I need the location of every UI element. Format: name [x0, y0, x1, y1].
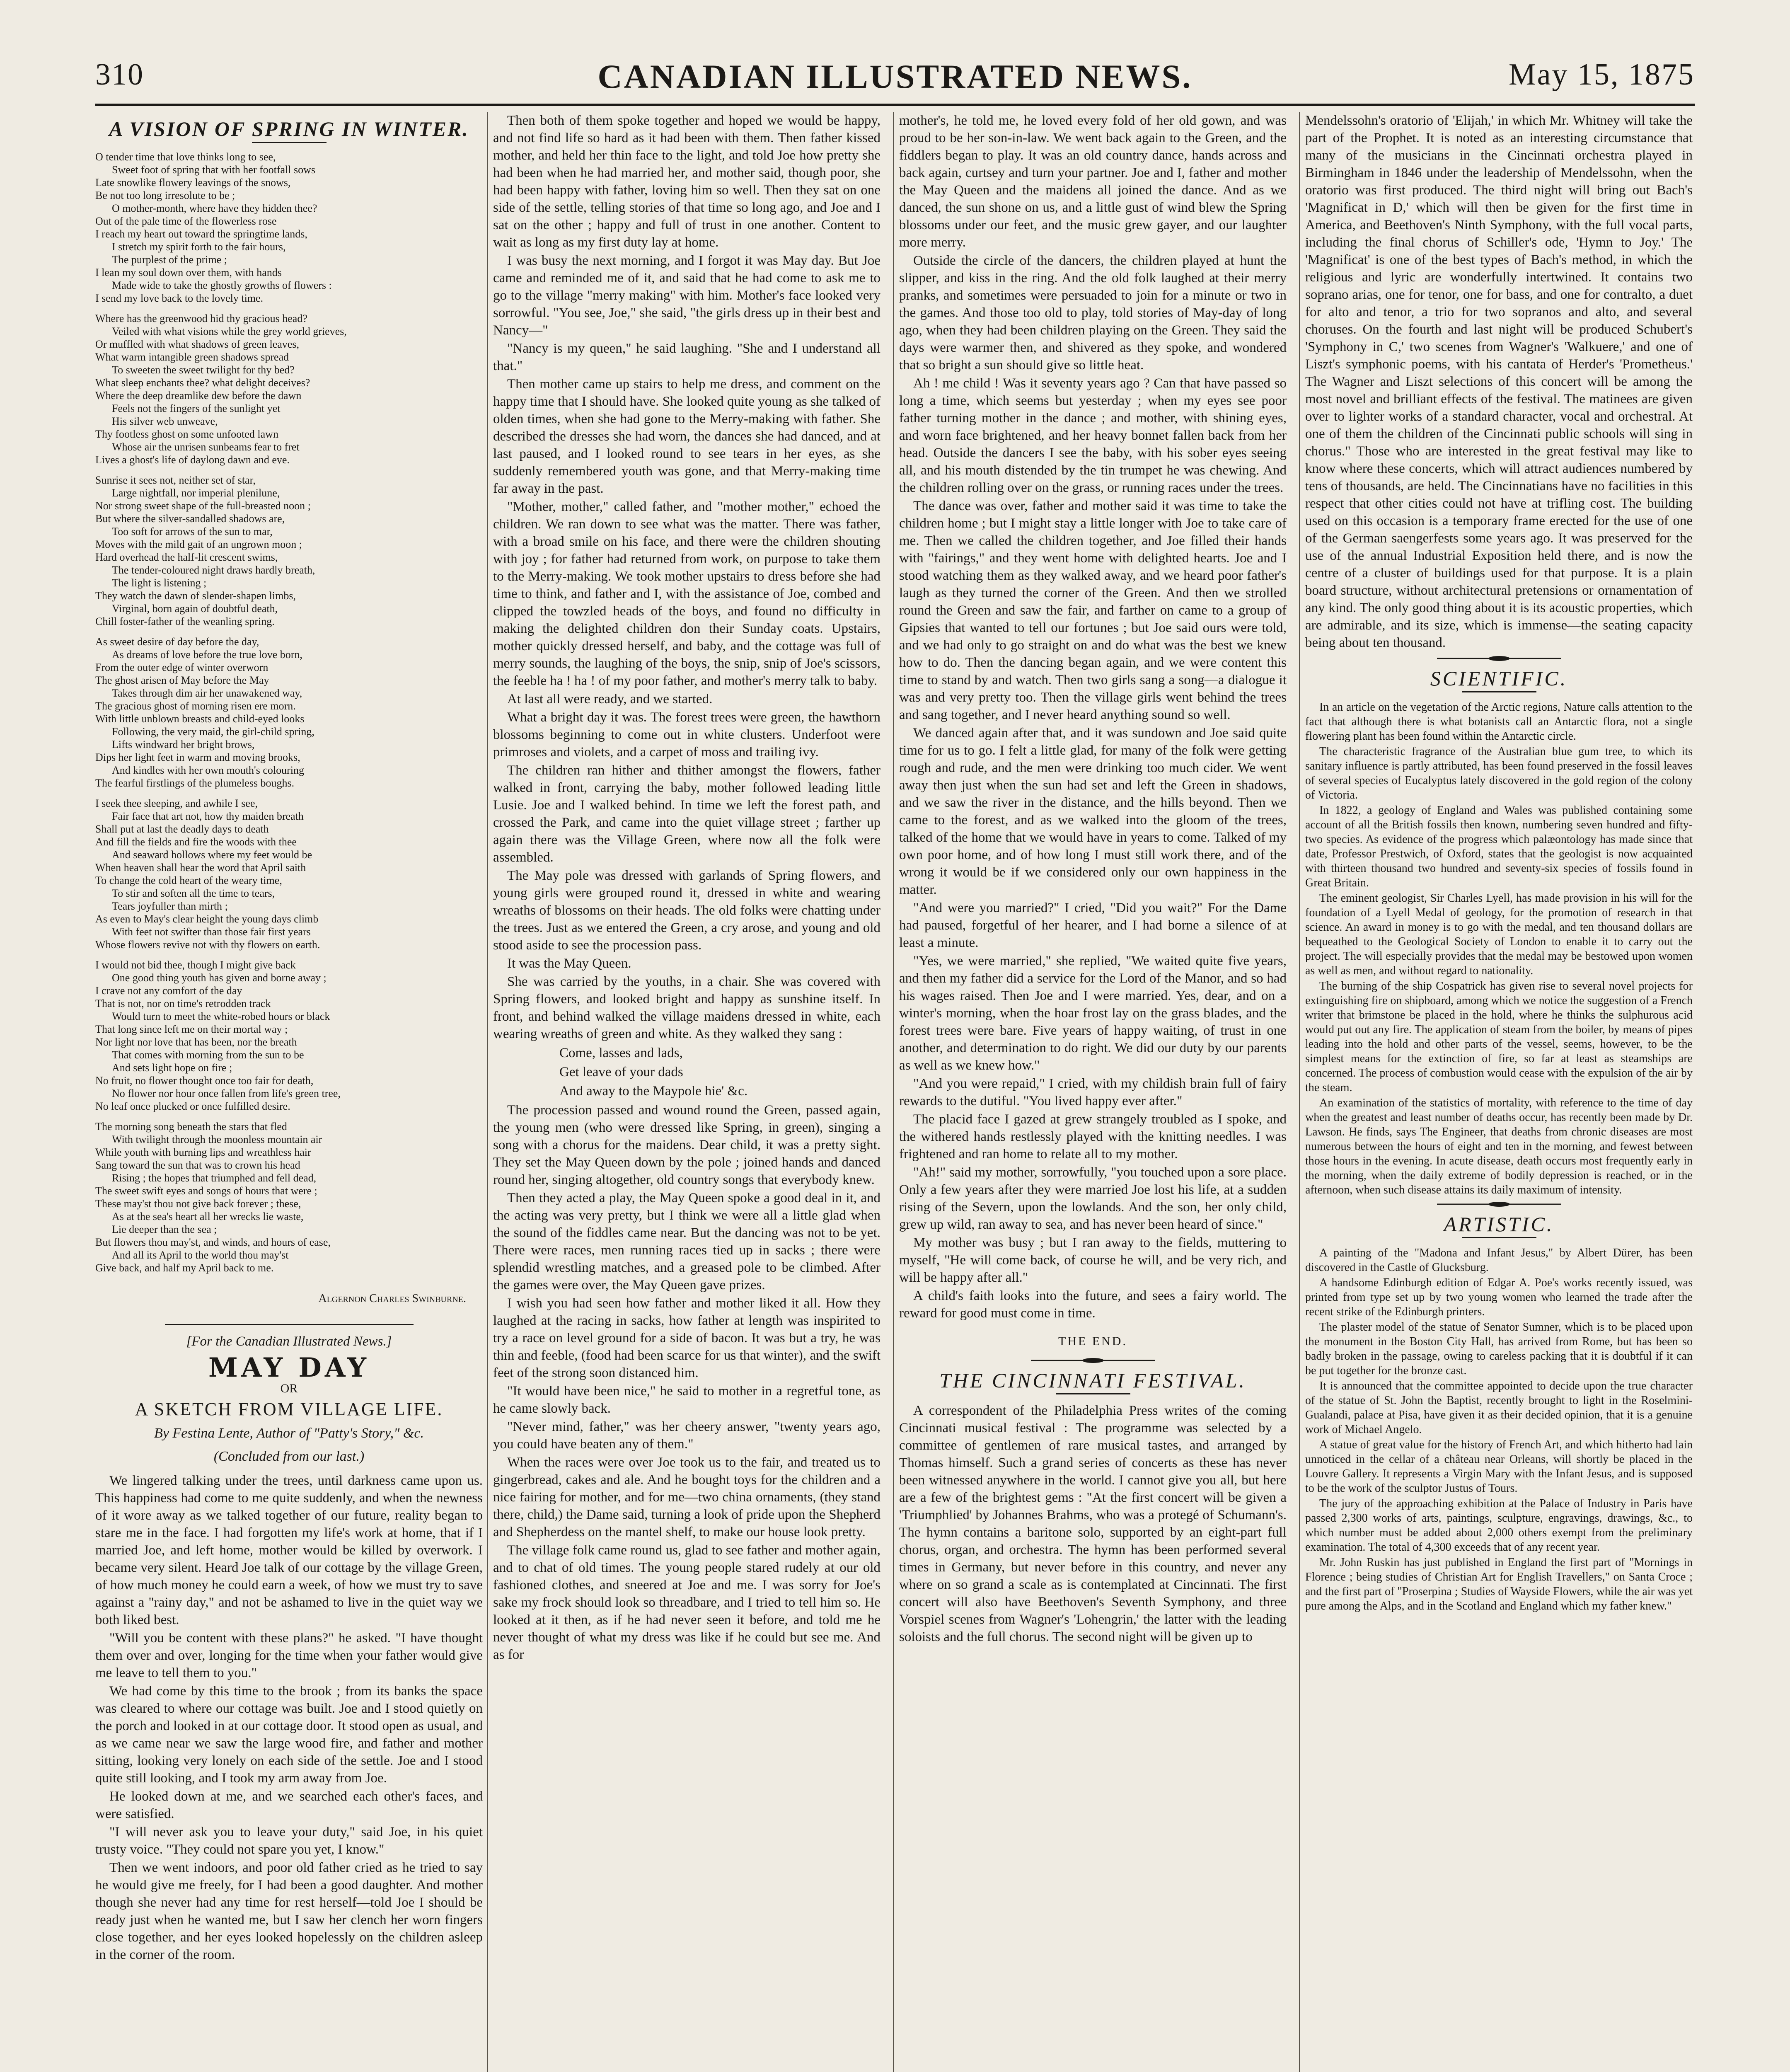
paragraph: The eminent geologist, Sir Charles Lyell, has made provision in his will for the foundation of a Lyell Medal of geology, for the promotion of research in that science. An award in money is to go with the medal, and ten thousand dollars are bequeathed to the Geological Society of London to enable it to carry out the project. The will especially provides that the medal may be bestowed upon women as well as men, and without regard to nationality. [1305, 892, 1693, 977]
paragraph: A correspondent of the Philadelphia Press writes of the coming Cincinnati musical festival : The programme was selected by a committee of gentlemen of rare musical tastes, and arranged by Thomas himself. Such a grand series of concerts as these has never been witnessed anywhere in the world. I cannot give you all, but here are a few of the brightest gems : "At the first concert will be given a 'Triumphlied' by Johannes Brahms, who was a protegé of Schumann's. The hymn contains a baritone solo, supported by an eight-part full chorus, organ, and orchestra. The hymn has been performed several times in Germany, but never before in this country, and never any where on so grand a scale as is contemplated at Cincinnati. The first concert will also have Beethoven's Seventh Symphony, and three Vorspiel scenes from Wagner's 'Lohengrin,' the latter with the leading soloists and the full chorus. The second night will be given up to [899, 1403, 1287, 1644]
artistic-section [1305, 1246, 1693, 1613]
paragraph: "I will never ask you to leave your duty," said Joe, in his quiet trusty voice. "They could not spare you yet, I know." [95, 1825, 483, 1857]
paragraph: It is announced that the committee appointed to decide upon the true character of the statue of St. John the Baptist, recently brought to light in the Roselmini-Gualandi, palace at Pisa, have given it as their decided opinion, that it is a genuine work of Michael Angelo. [1305, 1380, 1693, 1436]
paragraph: My mother was busy ; but I ran away to the fields, muttering to myself, "He will come back, of course he will, and be very rich, and will be happy after all." [899, 1235, 1287, 1285]
poem-line: And sets light hope on fire ; [112, 1062, 232, 1074]
title-rule [1462, 1237, 1536, 1238]
poem-line: Nor strong sweet shape of the full-breasted noon ; [95, 500, 311, 512]
poem-line: The morning song beneath the stars that fled [95, 1121, 287, 1133]
festival-text-col4 [1305, 112, 1693, 651]
poem-author: Algernon Charles Swinburne. [318, 1292, 466, 1305]
poem-line: As dreams of love before the true love born, [112, 649, 302, 661]
poem-line: I lean my soul down over them, with hands [95, 266, 282, 278]
paragraph: I wish you had seen how father and mother liked it all. How they laughed at the racing in sacks, how father at length was inspirited to try a race on level ground for a side of bacon. It was but a try, he was thin and feeble, (food had been scarce for us that winter), and the swift feet of the strong soon distanced him. [493, 1296, 880, 1380]
paragraph: "Never mind, father," was her cheery answer, "twenty years ago, you could have beaten any of them." [493, 1419, 880, 1452]
poem-line: The light is listening ; [112, 577, 207, 589]
poem-line: The sweet swift eyes and songs of hours that were ; [95, 1185, 317, 1197]
issue-date: May 15, 1875 [1508, 58, 1695, 92]
story-text-col3 [899, 112, 1287, 1322]
poem-line: Sweet foot of spring that with her footfall sows [112, 164, 316, 176]
paragraph: "It would have been nice," he said to mother in a regretful tone, as he came slowly back. [493, 1384, 880, 1416]
story-text-col2b [493, 1101, 880, 1663]
paragraph: "Nancy is my queen," he said laughing. "She and I understand all that." [493, 341, 880, 373]
stanza-gap [95, 789, 483, 797]
scientific-title: SCIENTIFIC. [1430, 667, 1568, 690]
paragraph: He looked down at me, and we searched each other's faces, and were satisfied. [95, 1789, 483, 1821]
poem-line: Large nightfall, nor imperial plenilune, [112, 487, 280, 499]
stanza-gap [95, 1113, 483, 1120]
newspaper-title: CANADIAN ILLUSTRATED NEWS. [597, 58, 1193, 95]
paragraph: What a bright day it was. The forest trees were green, the hawthorn blossoms beginning to come out in white clusters. Underfoot were primroses and violets, and a carpet of moss and trailing ivy. [493, 710, 880, 760]
poem-line: No leaf once plucked or once fulfilled desire. [95, 1100, 290, 1112]
poem-line: Where the deep dreamlike dew before the dawn [95, 390, 302, 402]
column-rule [893, 112, 894, 2072]
poem-line: From the outer edge of winter overworn [95, 661, 268, 673]
poem-line: No flower nor hour once fallen from life's green tree, [112, 1087, 341, 1099]
poem-line: Whose flowers revive not with thy flowers on earth. [95, 939, 320, 951]
story-byline: By Festina Lente, Author of "Patty's Story," &c. [154, 1426, 424, 1441]
ornament-rule-icon [1437, 1201, 1561, 1207]
poem-line: While youth with burning lips and wreathless hair [95, 1146, 311, 1158]
poem-line: Out of the pale time of the flowerless rose [95, 215, 277, 227]
song-line: Get leave of your dads [559, 1065, 683, 1080]
column-rule [1299, 112, 1300, 2072]
paragraph: Then we went indoors, and poor old father cried as he tried to say he would give me freely, for I had been a good daughter. And mother though she never had any time for rest herself—told Joe I should be ready just when he wanted me, but I saw her clench her worn fingers close together, and her eyes looked hopelessly on the children asleep in the corner of the room. [95, 1860, 483, 1962]
poem-line: Shall put at last the deadly days to death [95, 823, 269, 835]
paragraph: The burning of the ship Cospatrick has given rise to several novel projects for extinguishing fire on shipboard, among which we notice the suggestion of a French writer that brimstone be placed in the hold, where he thinks the sulphurous acid would put out any fire. The application of steam from the boiler, by means of pipes leading into the hold and other parts of the vessel, seems, however, to be the simplest means for the extinction of fire, so far at least as steamships are concerned. The process of combustion would cease with the expulsion of the air by the steam. [1305, 980, 1693, 1094]
poem-line: I send my love back to the lovely time. [95, 292, 264, 304]
masthead [95, 50, 1695, 106]
story-concluded-note: (Concluded from our last.) [213, 1449, 365, 1464]
poem-line: These may'st thou not give back forever ; these, [95, 1198, 301, 1210]
poem-line: O tender time that love thinks long to see, [95, 151, 276, 163]
paragraph: Mendelssohn's oratorio of 'Elijah,' in which Mr. Whitney will take the part of the Prophet. It is noted as an interesting circumstance that many of the musicians in the Cincinnati orchestra played in Birmingham in 1846 under the leadership of Mendelssohn, when the oratorio was first produced. The third night will bring out Bach's 'Magnificat in D,' which will then be given for the first time in America, and Beethoven's Ninth Symphony, with the full vocal parts, including the final chorus of Schiller's ode, 'Hymn to Joy.' The 'Magnificat' is one of the best types of Bach's method, in which the religious and lyric are wonderfully intertwined. It contains two soprano arias, one for tenor, one for bass, and one for contralto, a duet for alto and tenor, a trio for two sopranos and alto, and several choruses. On the fourth and last night will be produced Schubert's 'Symphony in C,' two scenes from Wagner's 'Walkuere,' and one of Liszt's symphonic poems, with his cantata of Herder's 'Prometheus.' The Wagner and Liszt selections of this concert will be among the most novel and brilliant effects of the festival. The matinees are given over to lighter works of a standard character, vocal and orchestral. At one of them the children of the Cincinnati public schools will sing in chorus." Those who are interested in the great festival may like to know where these concerts, which will attract audiences numbered by tens of thousands, are held. The Cincinnatians have no facilities in this respect that other cities could not have at trifling cost. The building used on this occasion is a temporary frame erected for the use of one of the German saengerfests some years ago. It was preserved for the use of the annual Industrial Exposition held there, and is now the centre of a cluster of buildings used for that purpose. It is a plain board structure, without architectural pretensions or ornamentation of any kind. The only good thing about it is its acoustic properties, which are admirable, and its size, which is immense—the seating capacity being about ten thousand. [1305, 113, 1693, 650]
ornament-rule-icon [1437, 656, 1561, 661]
poem-title: A VISION OF SPRING IN WINTER. [109, 117, 469, 140]
paragraph: A handsome Edinburgh edition of Edgar A. Poe's works recently issued, was printed from type set up by two young women who learned the trade after the recent strike of the Edinburgh printers. [1305, 1276, 1693, 1318]
story-subtitle: A SKETCH FROM VILLAGE LIFE. [135, 1399, 443, 1419]
poem-line: One good thing youth has given and borne away ; [112, 972, 327, 984]
poem-line: Tears joyfuller than mirth ; [112, 900, 228, 912]
column-rule [487, 112, 488, 2072]
paragraph: The characteristic fragrance of the Australian blue gum tree, to which its sanitary influence is partly attributed, has been found preserved in the fossil leaves of several species of Eucalyptus lately discovered in the gold region of the colony of Victoria. [1305, 745, 1693, 801]
artistic-title: ARTISTIC. [1444, 1213, 1554, 1236]
paragraph: "And were you married?" I cried, "Did you wait?" For the Dame had paused, forgetful of her hearer, and I had borne a silence of at least a minute. [899, 900, 1287, 950]
section-rule [165, 1324, 414, 1325]
poem-line: Whose air the unrisen sunbeams fear to fret [112, 441, 300, 453]
poem-line: Chill foster-father of the weanling spring. [95, 615, 275, 627]
poem-line: No fruit, no flower thought once too fair for death, [95, 1075, 314, 1087]
poem-line: What warm intangible green shadows spread [95, 351, 289, 363]
poem-line: They watch the dawn of slender-shapen limbs, [95, 590, 296, 602]
song-line: And away to the Maypole hie' &c. [559, 1084, 748, 1099]
poem-line: To sweeten the sweet twilight for thy bed? [112, 364, 295, 376]
poem-line: I would not bid thee, though I might give back [95, 959, 296, 971]
poem-line: Made wide to take the ghostly growths of flowers : [112, 279, 332, 291]
poem-line: The ghost arisen of May before the May [95, 674, 269, 686]
paragraph: The placid face I gazed at grew strangely troubled as I spoke, and the withered hands restlessly played with the knitting needles. I was frightened and ran home to relate all to my mother. [899, 1112, 1287, 1162]
poem-line: Veiled with what visions while the grey world grieves, [112, 325, 347, 337]
poem-line: The fearful firstlings of the plumeless boughs. [95, 777, 295, 789]
poem-line: Or muffled with what shadows of green leaves, [95, 338, 299, 350]
poem-line: Lifts windward her bright brows, [112, 738, 255, 750]
paragraph: At last all were ready, and we started. [507, 692, 713, 707]
paragraph: When the races were over Joe took us to the fair, and treated us to gingerbread, cakes and ale. And he bought toys for the children and a nice fairing for mother, and for me—two china ornaments, (they stand there, child,) the Dame said, turning a look of pride upon the Shepherd and Shepherdess on the mantel shelf, to make our house look pretty. [493, 1455, 880, 1539]
ornament-rule-icon [1031, 1358, 1155, 1363]
story-for-line: [For the Canadian Illustrated News.] [186, 1334, 392, 1349]
maypole-song [493, 1044, 880, 1100]
poem-line: To stir and soften all the time to tears, [112, 887, 275, 899]
poem-line: Virginal, born again of doubtful death, [112, 603, 278, 615]
poem-line: Lie deeper than the sea ; [112, 1223, 217, 1235]
column-2 [493, 112, 880, 2072]
story-title: MAY DAY [208, 1352, 370, 1383]
song-line: Come, lasses and lads, [559, 1046, 683, 1060]
paragraph: Then they acted a play, the May Queen spoke a good deal in it, and the acting was very pretty, but I think we were all a little glad when the sound of the fiddles came near. But the dancing was not to be yet. There were races, men running races tied up in sacks ; there were splendid wrestling matches, and a greased pole to be climbed. After the games were over, the May Queen gave prizes. [493, 1191, 880, 1293]
poem-line: Feels not the fingers of the sunlight yet [112, 402, 281, 414]
festival-title: THE CINCINNATI FESTIVAL. [939, 1369, 1246, 1392]
paragraph: In an article on the vegetation of the Arctic regions, Nature calls attention to the fact that although there is what botanists call an Antarctic flora, not a single flowering plant has been found within the Antarctic circle. [1305, 701, 1693, 743]
paragraph: A child's faith looks into the future, and sees a fairy world. The reward for good must come in time. [899, 1288, 1287, 1321]
paragraph: Then mother came up stairs to help me dress, and comment on the happy time that I should have. She looked quite young as she talked of olden times, when she had gone to the Merry-making with father. She described the dresses she had worn, the dances she had danced, and at last paused, and I looked round to see tears in her eyes, as she suddenly remembered youth was gone, and that Merry-making time far away in the past. [493, 377, 880, 496]
paragraph: We had come by this time to the brook ; from its banks the space was cleared to where our cottage was built. Joe and I stood quietly on the porch and looked in at our cottage door. It stood open as usual, and as we came near we saw the large wood fire, and father and mother sitting, looking very lonely on each side of the settle. Joe and I stood quite still looking, and I took my arm away from Joe. [95, 1684, 483, 1786]
scientific-section [1305, 700, 1693, 1197]
poem-line: That comes with morning from the sun to be [112, 1049, 304, 1061]
paragraph: A painting of the "Madona and Infant Jesus," by Albert Dürer, has been discovered in the Castle of Glucksburg. [1305, 1247, 1693, 1274]
poem-line: The gracious ghost of morning risen ere morn. [95, 700, 296, 712]
paragraph: It was the May Queen. [507, 956, 631, 971]
poem-line: But where the silver-sandalled shadows are, [95, 513, 285, 525]
paragraph: Outside the circle of the dancers, the children played at hunt the slipper, and kiss in the ring. And the old folk laughed at their merry pranks, and sometimes were persuaded to join for a minute or two in the games. And those too old to play, told stories of May-day of long ago, when they had been children playing on the Green. They said the days were warmer then, and shivered as they spoke, and wondered that so bright a sun should give so little heat. [899, 253, 1287, 373]
poem-line: Rising ; the hopes that triumphed and fell dead, [112, 1172, 317, 1184]
poem-line: I crave not any comfort of the day [95, 985, 242, 997]
poem-line: The tender-coloured night draws hardly breath, [112, 564, 315, 576]
poem-line: As even to May's clear height the young days climb [95, 913, 319, 925]
paragraph: The May pole was dressed with garlands of Spring flowers, and young girls were grouped round it, dressed in white and wearing wreaths of blossoms on their heads. The old folks were chatting under the trees. Just as we entered the Green, a cry arose, and young and old stood aside to see the procession pass. [493, 868, 880, 953]
poem-line: That is not, nor on time's retrodden track [95, 997, 271, 1009]
poem-line: That long since left me on their mortal way ; [95, 1023, 288, 1035]
paragraph: The jury of the approaching exhibition at the Palace of Industry in Paris have passed 2,300 works of arts, paintings, sculpture, engravings, drawings, &c., to which number must be added about 2,000 others exempt from the preliminary examination. The total of 4,300 exceeds that of any recent year. [1305, 1497, 1693, 1554]
poem-line: Give back, and half my April back to me. [95, 1262, 274, 1274]
paragraph: We lingered talking under the trees, until darkness came upon us. This happiness had come to me quite suddenly, and when the newness of it wore away as we talked together of our future, reality began to stare me in the face. I had forgotten my life's work at home, that if I married Joe, and left home, mother would be killed by overwork. I became very silent. Heard Joe talk of our cottage by the village Green, of how much money he could earn a week, of how we must try to save against a "rainy day," and not be ashamed to live in the quiet way we both liked best. [95, 1473, 483, 1627]
poem-line: Late snowlike flowery leavings of the snows, [95, 177, 291, 189]
poem-line: Following, the very maid, the girl-child spring, [112, 726, 314, 738]
stanza-gap [95, 305, 483, 312]
paragraph: mother's, he told me, he loved every fold of her old gown, and was proud to be her son-in-law. We went back again to the Green, and the fiddlers began to play. It was an old country dance, hands across and back again, curtsey and turn your partner. Joe and I, father and mother the May Queen and the maidens all joined the dance. And as we danced, the sun shone on us, and a little gust of wind blew the Spring blossoms under our feet, and the music grew gayer, and our laughter more merry. [899, 113, 1287, 250]
story-end-marker: THE END. [1058, 1334, 1127, 1348]
poem-line: But flowers thou may'st, and winds, and hours of ease, [95, 1236, 331, 1248]
title-rule [1462, 691, 1536, 692]
poem-line: Hard overhead the half-lit crescent swims, [95, 551, 278, 563]
poem-line: With little unblown breasts and child-eyed looks [95, 713, 305, 725]
poem-line: Where has the greenwood hid thy gracious head? [95, 312, 307, 324]
paragraph: "Yes, we were married," she replied, "We waited quite five years, and then my father did a service for the Lord of the Manor, and so had his wages raised. Then Joe and I were married. Yes, dear, and on a winter's morning, when the hoar frost lay on the grass blades, and the forest trees were bare. Five years of happy waiting, of trust in one another, and determination to do right. We did our duty by our parents as well as we knew how." [899, 954, 1287, 1073]
paragraph: "Mother, mother," called father, and "mother mother," echoed the children. We ran down to see what was the matter. There was father, with a broad smile on his face, and there were the children shouting with joy ; for father had returned from work, on purpose to take them to the Merry-making. We took mother upstairs to dress before she had time to think, and father and I, with the assistance of Joe, combed and clipped the towzled heads of the boys, and found no difficulty in making the delighted children don their Sunday coats. Upstairs, mother quickly dressed herself, and baby, and the cottage was full of merry sounds, the laughing of the boys, the snip, snip of Joe's scissors, the feeble ha ! ha ! of my poor father, and mother's merry talk to baby. [493, 499, 880, 688]
poem-line: What sleep enchants thee? what delight deceives? [95, 377, 310, 389]
poem-line: As at the sea's heart all her wrecks lie waste, [112, 1210, 304, 1222]
poem-line: And kindles with her own mouth's colouring [112, 764, 304, 776]
paragraph: Then both of them spoke together and hoped we would be happy, and not find life so hard as it had been with them. Then father kissed mother, and held her thin face to the light, and told Joe how pretty she had been when he had married her, and mother said, though poor, she had been happy with father, loving him so well. Then they sat on one side of the settle, telling stories of that time so long ago, and Joe and I sat on the other ; happy and full of trust in one another. Content to wait as long as my first duty lay at home. [493, 113, 880, 250]
poem-line: Fair face that art not, how thy maiden breath [112, 810, 304, 822]
story-text-col2 [493, 112, 880, 1043]
paragraph: The dance was over, father and mother said it was time to take the children home ; but I might stay a little longer with Joe to take care of me. Then we called the children together, and Joe filled their hands with "fairings," and they went home with delighted hearts. Joe and I stood watching them as they walked away, and we heard poor father's laugh as they turned the corner of the Green. And then we strolled round the Green and saw the fair, and farther on came to a group of Gipsies that wanted to tell our fortunes ; but Joe said ours were told, and we had only to go straight on and do what was the best we knew how to do. Then the dancing began again, and we were content this time to stand by and watch. Then two girls sang a song—a dialogue it was and very pretty too. Then the village girls went behind the trees and sang together, and I never heard anything sound so well. [899, 499, 1287, 722]
stanza-gap [95, 1274, 483, 1282]
paragraph: "Will you be content with these plans?" he asked. "I have thought them over and over, longing for the time when your father would give me leave to tell them to you." [95, 1631, 483, 1680]
story-or: OR [280, 1382, 298, 1395]
stanza-gap [95, 628, 483, 635]
poem-line: And fill the fields and fire the woods with thee [95, 836, 297, 848]
poem-line: I stretch my spirit forth to the fair hours, [112, 241, 286, 253]
poem-line: With twilight through the moonless mountain air [112, 1133, 322, 1145]
poem-line: Moves with the mild gait of an ungrown moon ; [95, 538, 302, 550]
paragraph: The procession passed and wound round the Green, passed again, the young men (who were dressed like Spring, in green), singing a song with a chorus for the maidens. Dear child, it was a pretty sight. They set the May Queen down by the pole ; joined hands and danced round her, singing altogether, old country songs that everybody knew. [493, 1103, 880, 1187]
paragraph: Ah ! me child ! Was it seventy years ago ? Can that have passed so long a time, which seems but yesterday ; when my eyes see poor father turning mother in the dance ; and mother, with shining eyes, and worn face brightened, and her heavy bonnet fallen back from her head. Outside the dancers I see the baby, with his sober eyes seeing all, and his mouth distended by the tin trumpet he was chewing. And the children rolling over on the grass, or running races under the trees. [899, 376, 1287, 495]
poem-line: O mother-month, where have they hidden thee? [112, 202, 317, 214]
paragraph: An examination of the statistics of mortality, with reference to the time of day when the greatest and least number of deaths occur, has recently been made by Dr. Lawson. He finds, says The Engineer, that deaths from chronic diseases are most numerous between the hours of eight and ten in the morning, and fewest between those hours in the evening. In acute disease, death occurs most frequently early in the morning, when the daily extreme of bodily depression is reached, or in the afternoon, when such disease attains its daily maximum of intensity. [1305, 1097, 1693, 1196]
poem-line: To change the cold heart of the weary time, [95, 874, 282, 886]
paragraph: The village folk came round us, glad to see father and mother again, and to chat of old times. The young people stared rudely at our old fashioned clothes, and sneered at Joe and me. I was sorry for Joe's sake my frock should look so threadbare, and I tried to tell him so. He looked at it then, as if he had never seen it before, and told me he never thought of what my dress was like if he could but see me. And as for [493, 1543, 880, 1662]
paragraph: The plaster model of the statue of Senator Sumner, which is to be placed upon the monument in the Boston City Hall, has arrived from Rome, but has been so badly broken in the passage, owing to careless packing that it is doubtful if it can be put together for the bronze cast. [1305, 1321, 1693, 1377]
story-text-col1 [95, 1472, 483, 1963]
poem-line: And all its April to the world thou may'st [112, 1249, 289, 1261]
poem-body [95, 150, 483, 1282]
poem-line: Thy footless ghost on some unfooted lawn [95, 428, 278, 440]
paragraph: In 1822, a geology of England and Wales was published containing some account of all the British fossils then known, numbering seven hundred and fifty-two species. As evidence of the progress which palæontology has made since that date, Professor Prestwich, of Oxford, states that the geologist is now acquainted with thirteen thousand two hundred and seventy-six species of fossils found in Great Britain. [1305, 804, 1693, 889]
poem-line: I seek thee sleeping, and awhile I see, [95, 797, 258, 809]
paragraph: She was carried by the youths, in a chair. She was covered with Spring flowers, and looked bright and happy as sunshine itself. In front, and behind walked the village maidens dressed in white, each wearing wreaths of green and white. As they walked they sang : [493, 974, 880, 1041]
paragraph: "And you were repaid," I cried, with my childish brain full of fairy rewards to the dutiful. "You lived happy ever after." [899, 1076, 1287, 1109]
poem-line: As sweet desire of day before the day, [95, 636, 259, 648]
poem-line: Be not too long irresolute to be ; [95, 189, 235, 201]
poem-line: I reach my heart out toward the springtime lands, [95, 228, 307, 240]
column-1 [95, 112, 483, 2072]
poem-line: The purplest of the prime ; [112, 254, 227, 266]
festival-text-col3 [899, 1402, 1287, 1646]
paragraph: "Ah!" said my mother, sorrowfully, "you touched upon a sore place. Only a few years after they were married Joe lost his life, at a sudden rising of the Severn, upon the lowlands. And the son, her only child, grew up wild, ran away to sea, and has never been heard of since." [899, 1165, 1287, 1232]
paragraph: We danced again after that, and it was sundown and Joe said quite time for us to go. I felt a little glad, for many of the folk were getting rough and rude, and the men were drinking too much cider. We went away then just when the sun had set and left the Green in shadows, and we saw the river in the distance, and the hills beyond. Then we came to the forest, and as we walked into the gloom of the trees, talked of the home that we would have in years to come. Talked of my own poor home, and of how long I must still work there, and of the wrong it would be if we considered only our own happiness in the matter. [899, 726, 1287, 897]
stanza-gap [95, 466, 483, 474]
poem-line: Too soft for arrows of the sun to mar, [112, 525, 273, 537]
poem-line: His silver web unweave, [112, 415, 218, 427]
title-rule [1056, 1393, 1130, 1394]
column-3 [899, 112, 1287, 2072]
stanza-gap [95, 951, 483, 959]
paragraph: I was busy the next morning, and I forgot it was May day. But Joe came and reminded me of it, and said that he had come to ask me to go to the village "merry making" with him. Mother's face looked very sorrowful. "You see, Joe," she said, "the girls dress up in their best and Nancy—" [493, 253, 880, 338]
poem-line: Nor light nor love that has been, nor the breath [95, 1036, 297, 1048]
paragraph: The children ran hither and thither amongst the flowers, father walked in front, carrying the baby, mother followed leading little Lusie. Joe and I walked behind. In time we left the forest path, and crossed the Park, and came into the quiet village street ; farther up again there was the Village Green, where now all the folk were assembled. [493, 763, 880, 865]
poem-line: With feet not swifter than those fair first years [112, 926, 311, 938]
poem-line: When heaven shall hear the word that April saith [95, 862, 306, 874]
poem-line: Sang toward the sun that was to crown his head [95, 1159, 300, 1171]
title-rule [252, 142, 327, 143]
poem-line: Would turn to meet the white-robed hours or black [112, 1010, 330, 1022]
poem-line: Sunrise it sees not, neither set of star, [95, 474, 256, 486]
column-4 [1305, 112, 1693, 2072]
page-number: 310 [95, 58, 144, 92]
poem-line: Lives a ghost's life of daylong dawn and eve. [95, 454, 290, 466]
paragraph: A statue of great value for the history of French Art, and which hitherto had lain unnoticed in the cellar of a château near Orleans, will shortly be placed in the Louvre Gallery. It represents a Virgin Mary with the Infant Jesus, and is supposed to be the work of the sculptor Justus of Tours. [1305, 1438, 1693, 1495]
poem-line: Dips her light feet in warm and moving brooks, [95, 751, 300, 763]
poem-line: And seaward hollows where my feet would be [112, 849, 312, 861]
poem-line: Takes through dim air her unawakened way, [112, 687, 302, 699]
paragraph: Mr. John Ruskin has just published in England the first part of "Mornings in Florence ; being studies of Christian Art for English Travellers," on Santa Croce ; and the first part of "Proserpina ; Studies of Wayside Flowers, while the air was yet pure among the Alps, and in the Scotland and England which my father knew." [1305, 1556, 1693, 1612]
